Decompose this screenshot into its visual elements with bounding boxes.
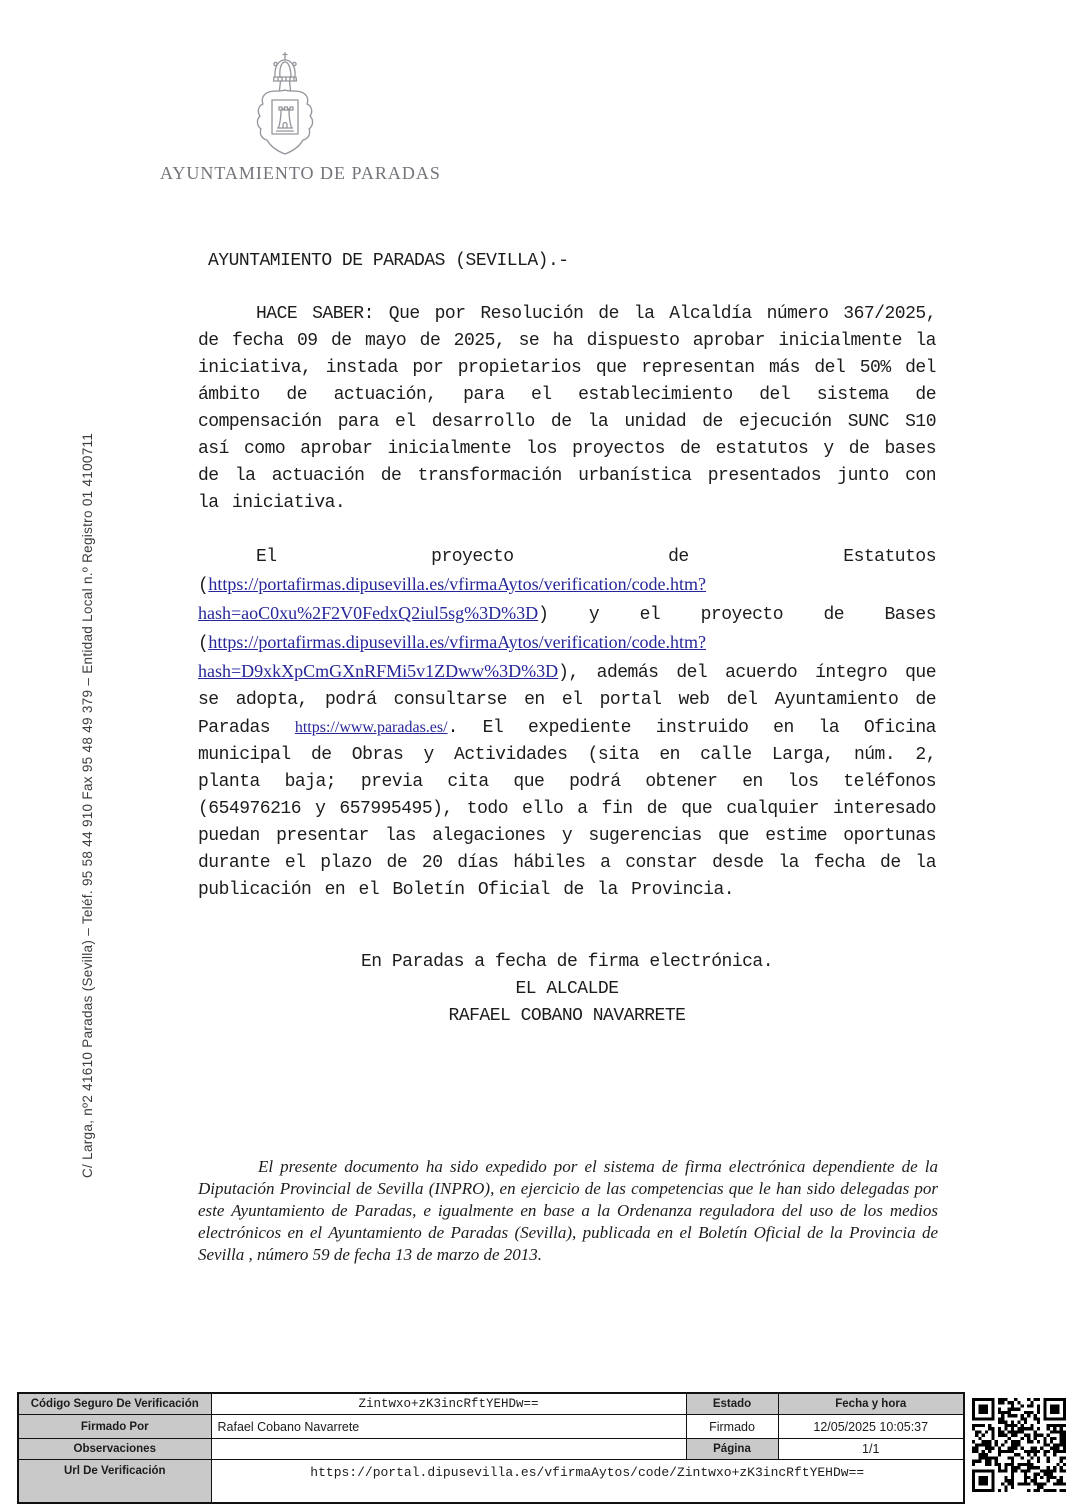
csv-value: Zintwxo+zK3incRftYEHDw== — [211, 1393, 686, 1415]
verification-qr-code — [972, 1398, 1066, 1492]
coat-of-arms-icon — [250, 50, 320, 156]
observaciones-value — [211, 1439, 686, 1460]
pagina-value: 1/1 — [778, 1439, 964, 1460]
paragraph-proyectos-seg1: El proyecto de Estatutos ( — [198, 547, 936, 596]
observaciones-label: Observaciones — [18, 1439, 211, 1460]
paragraph-proyectos-seg3: ), además del acuerdo íntegro que se adopta, podrá consultarse en el portal web del Ayuntamiento de Paradas — [198, 663, 936, 738]
table-row — [18, 1439, 964, 1460]
letterhead-contact-vertical-text: C/ Larga, nº2 41610 Paradas (Sevilla) – Teléf. 95 58 44 910 Fax 95 48 49 379 – Entidad Local n.º Registro 01 4100711 — [80, 432, 95, 1178]
estado-label: Estado — [686, 1393, 778, 1415]
table-row — [18, 1460, 964, 1504]
document-body — [198, 248, 936, 1030]
electronic-signature-disclaimer: El presente documento ha sido expedido por el sistema de firma electrónica dependiente de la Diputación Provincial de Sevilla (INPRO), en ejercicio de las competencias que le han sido delegadas por este Ayuntamiento de Paradas, e igualmente en base a la Ordenanza reguladora del uso de los medios electrónicos en el Ayuntamiento de Paradas (Sevilla), publicada en el Boletín Oficial de la Provincia de Sevilla , número 59 de fecha 13 de marzo de 2013. — [198, 1157, 938, 1264]
pagina-label: Página — [686, 1439, 778, 1460]
paragraph-proyectos — [198, 544, 936, 904]
firmado-por-label: Firmado Por — [18, 1415, 211, 1439]
firmado-por-value: Rafael Cobano Navarrete — [211, 1415, 686, 1439]
url-verificacion-label: Url De Verificación — [18, 1460, 211, 1504]
document-heading: AYUNTAMIENTO DE PARADAS (SEVILLA).- — [208, 251, 569, 271]
municipality-logo — [160, 50, 441, 184]
estado-value: Firmado — [686, 1415, 778, 1439]
bases-verification-link[interactable]: https://portafirmas.dipusevilla.es/vfirmaAytos/verification/code.htm?hash=D9xkXpCmGXnRFMi5v1ZDww%3D%3D — [198, 632, 707, 681]
csv-label: Código Seguro De Verificación — [18, 1393, 211, 1415]
paragraph-proyectos-seg2: ) y el proyecto de Bases ( — [198, 605, 936, 654]
paradas-website-link[interactable]: https://www.paradas.es/ — [294, 719, 448, 736]
municipality-name: AYUNTAMIENTO DE PARADAS — [160, 163, 441, 183]
paragraph-proyectos-seg4: . El expediente instruido en la Oficina municipal de Obras y Actividades (sita en calle Larga, núm. 2, planta baja; previa cita que podrá obtener en los teléfonos (654976216 y 657995495), todo ello a fin de que cualquier interesado puedan presentar las alegaciones y sugerencias que estime oportunas durante el plazo de 20 días hábiles a constar desde la fecha de la publicación en el Boletín Oficial de la Provincia. — [198, 718, 936, 900]
table-row — [18, 1393, 964, 1415]
url-verificacion-value: https://portal.dipusevilla.es/vfirmaAytos/code/Zintwxo+zK3incRftYEHDw== — [211, 1460, 964, 1504]
signature-block — [198, 949, 936, 1030]
closing-name-line: RAFAEL COBANO NAVARRETE — [448, 1006, 686, 1026]
estatutos-verification-link[interactable]: https://portafirmas.dipusevilla.es/vfirmaAytos/verification/code.htm?hash=aoC0xu%2F2V0FedxQ2iul5sg%3D%3D — [198, 574, 707, 623]
fecha-hora-label: Fecha y hora — [778, 1393, 964, 1415]
verification-table — [17, 1392, 965, 1504]
closing-place-line: En Paradas a fecha de firma electrónica. — [360, 952, 774, 972]
paragraph-hace-saber: HACE SABER: Que por Resolución de la Alcaldía número 367/2025, de fecha 09 de mayo de 2025, se ha dispuesto aprobar inicialmente la iniciativa, instada por propietarios que representan más del 50% del ámbito de actuación, para el establecimiento del sistema de compensación para el desarrollo de la unidad de ejecución SUNC S10 así como aprobar inicialmente los proyectos de estatutos y de bases de la actuación de transformación urbanística presentados junto con la iniciativa. — [198, 304, 936, 513]
fecha-hora-value: 12/05/2025 10:05:37 — [778, 1415, 964, 1439]
closing-role-line: EL ALCALDE — [515, 979, 619, 999]
table-row — [18, 1415, 964, 1439]
